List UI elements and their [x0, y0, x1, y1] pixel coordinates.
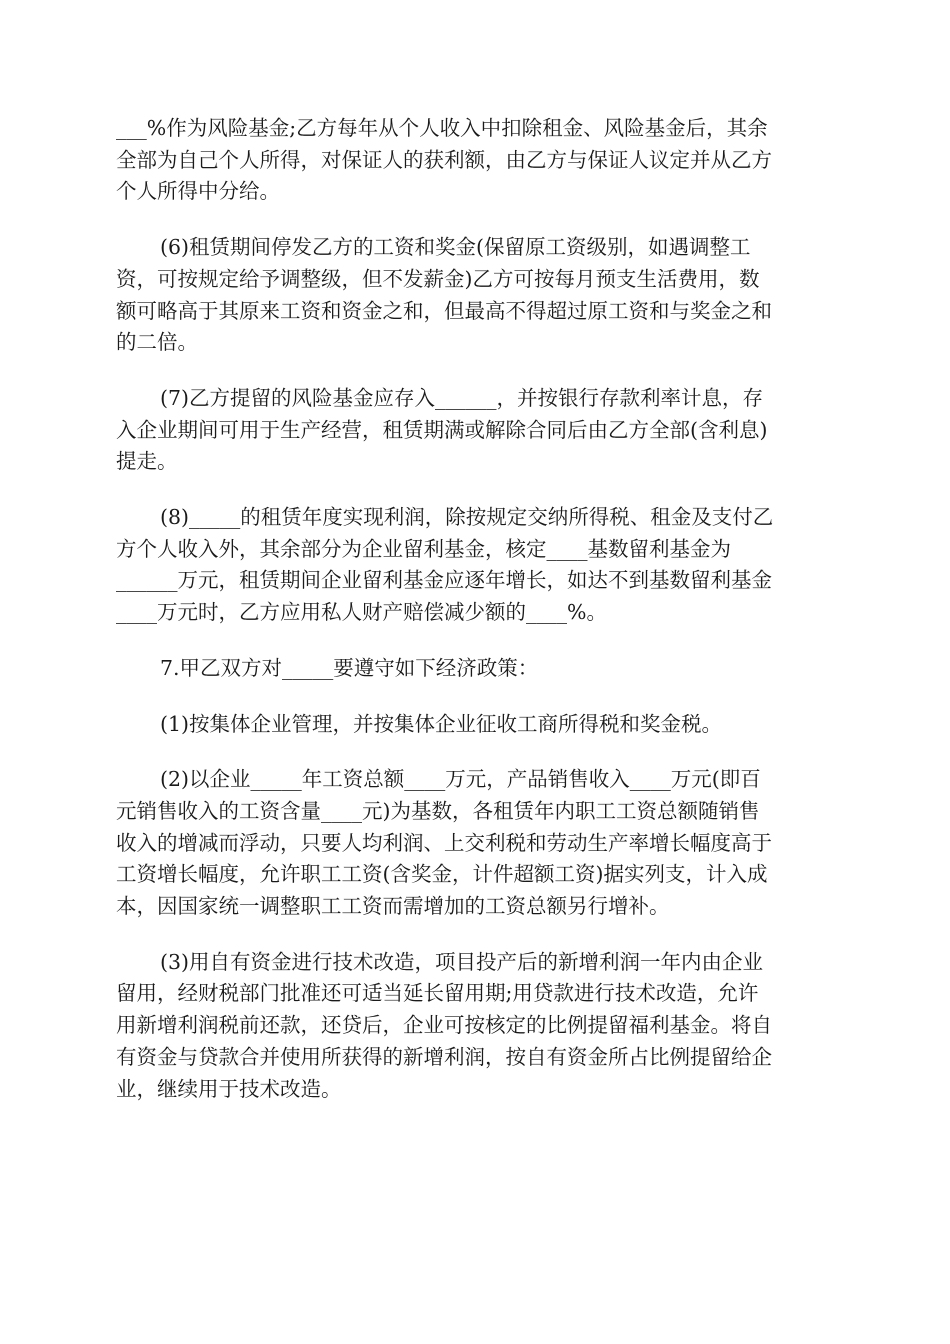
- document-page: [116, 113, 836, 1129]
- paragraph-item-8: (8)_____的租赁年度实现利润，除按规定交纳所得税、租金及支付乙 方个人收入外，其余部分为企业留利基金，核定____基数留利基金为 ______万元，租赁期间企业留利基金应逐年增长，如达不到基数留利基金 ____万元时，乙方应用私人财产赔偿减少额的____%。: [116, 505, 774, 625]
- paragraph-policy-3: (3)用自有资金进行技术改造，项目投产后的新增利润一年内由企业 留用，经财税部门批准还可适当延长留用期;用贷款进行技术改造，允许 用新增利润税前还款，还贷后，企业可按核定的比例提留福利基金。将自 有资金与贷款合并使用所获得的新增利润，按自有资金所占比例提留给企 业，继续用于技术改造。: [116, 949, 772, 1101]
- paragraph-risk-fund: ___%作为风险基金;乙方每年从个人收入中扣除租金、风险基金后，其余 全部为自己个人所得，对保证人的获利额，由乙方与保证人议定并从乙方 个人所得中分给。: [116, 116, 772, 204]
- paragraph-policy-1: (1)按集体企业管理，并按集体企业征收工商所得税和奖金税。: [160, 711, 723, 736]
- paragraph-policy-2: (2)以企业_____年工资总额____万元，产品销售收入____万元(即百 元销售收入的工资含量____元)为基数，各租赁年内职工工资总额随销售 收入的增减而浮动，只要人均利润、上交利税和劳动生产率增长幅度高于 工资增长幅度，允许职工工资(含奖金，计件超额工资)据实列支，计入成 本，因国家统一调整职工工资而需增加的工资总额另行增补。: [116, 767, 772, 919]
- paragraph-item-7: (7)乙方提留的风险基金应存入______，并按银行存款利率计息，存 入企业期间可用于生产经营，租赁期满或解除合同后由乙方全部(含利息) 提走。: [116, 385, 768, 474]
- paragraph-section-7-heading: 7.甲乙双方对_____要遵守如下经济政策：: [160, 655, 539, 680]
- paragraph-item-6: (6)租赁期间停发乙方的工资和奖金(保留原工资级别，如遇调整工 资，可按规定给予调整级，但不发薪金)乙方可按每月预支生活费用，数 额可略高于其原来工资和资金之和，但最高不得超过原工资和与奖金之和 的二倍。: [116, 235, 772, 355]
